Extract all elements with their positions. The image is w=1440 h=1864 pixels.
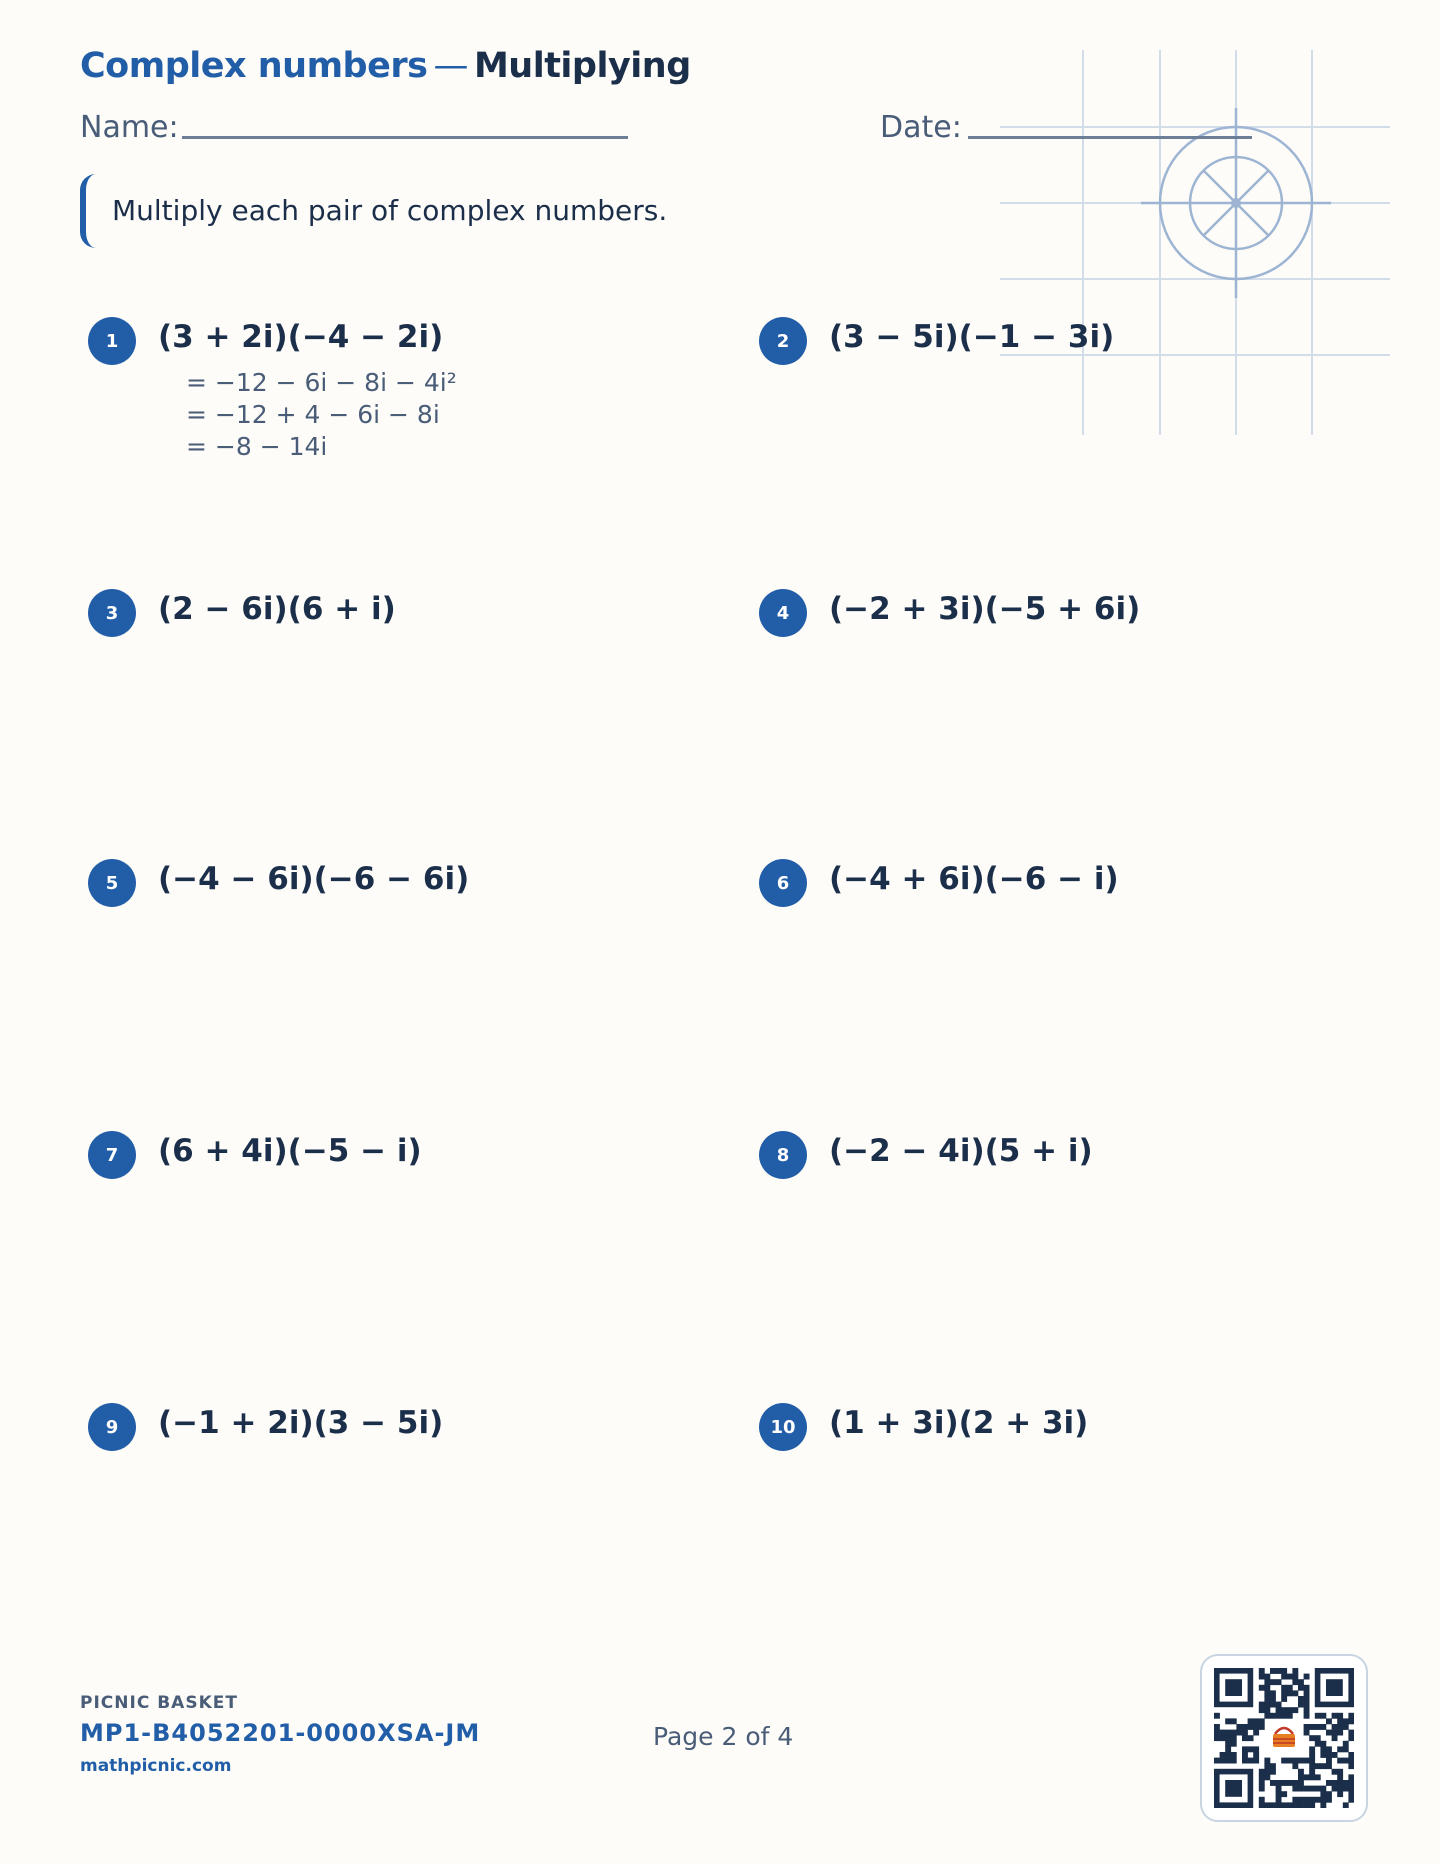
grid-target-icon bbox=[1000, 50, 1390, 435]
title-topic: Complex numbers bbox=[80, 46, 428, 86]
work-step: = −12 + 4 − 6i − 8i bbox=[186, 400, 440, 429]
name-label: Name: bbox=[80, 110, 179, 145]
problem-number-badge: 5 bbox=[88, 859, 136, 907]
problem-number-badge: 1 bbox=[88, 317, 136, 365]
page-number: Page 2 of 4 bbox=[653, 1722, 794, 1751]
problem-expression: (3 + 2i)(−4 − 2i) bbox=[158, 319, 444, 355]
title-separator: — bbox=[433, 46, 468, 86]
problem-expression: (6 + 4i)(−5 − i) bbox=[158, 1133, 422, 1169]
picnic-basket-icon bbox=[1268, 1722, 1300, 1754]
problem-expression: (−4 − 6i)(−6 − 6i) bbox=[158, 861, 470, 897]
worksheet-code: MP1-B4052201-0000XSA-JM bbox=[80, 1719, 481, 1747]
problem-expression: (−2 − 4i)(5 + i) bbox=[829, 1133, 1093, 1169]
problem-number-badge: 6 bbox=[759, 859, 807, 907]
title-subtopic: Multiplying bbox=[473, 46, 691, 86]
worked-solution bbox=[186, 367, 457, 463]
date-line[interactable] bbox=[968, 136, 1252, 139]
problem-expression: (−1 + 2i)(3 − 5i) bbox=[158, 1405, 444, 1441]
problem-number-badge: 8 bbox=[759, 1131, 807, 1179]
name-line[interactable] bbox=[182, 136, 628, 139]
problem-number-badge: 7 bbox=[88, 1131, 136, 1179]
worksheet-title bbox=[80, 46, 691, 86]
instruction-bracket bbox=[80, 174, 96, 248]
problem-number-badge: 10 bbox=[759, 1403, 807, 1451]
problem-expression: (3 − 5i)(−1 − 3i) bbox=[829, 319, 1115, 355]
site-link[interactable]: mathpicnic.com bbox=[80, 1756, 232, 1776]
qr-code[interactable] bbox=[1200, 1654, 1368, 1822]
problem-expression: (−2 + 3i)(−5 + 6i) bbox=[829, 591, 1141, 627]
problem-expression: (−4 + 6i)(−6 − i) bbox=[829, 861, 1119, 897]
qr-code-icon bbox=[1214, 1668, 1354, 1808]
instruction-text: Multiply each pair of complex numbers. bbox=[112, 194, 668, 227]
problem-number-badge: 9 bbox=[88, 1403, 136, 1451]
instruction-box bbox=[80, 174, 700, 248]
problem-number-badge: 2 bbox=[759, 317, 807, 365]
problem-number-badge: 3 bbox=[88, 589, 136, 637]
date-label: Date: bbox=[880, 110, 962, 145]
problem-number-badge: 4 bbox=[759, 589, 807, 637]
work-step: = −12 − 6i − 8i − 4i² bbox=[186, 368, 457, 397]
brand-label: PICNIC BASKET bbox=[80, 1693, 238, 1713]
problem-expression: (2 − 6i)(6 + i) bbox=[158, 591, 396, 627]
work-step: = −8 − 14i bbox=[186, 432, 328, 461]
problem-expression: (1 + 3i)(2 + 3i) bbox=[829, 1405, 1089, 1441]
